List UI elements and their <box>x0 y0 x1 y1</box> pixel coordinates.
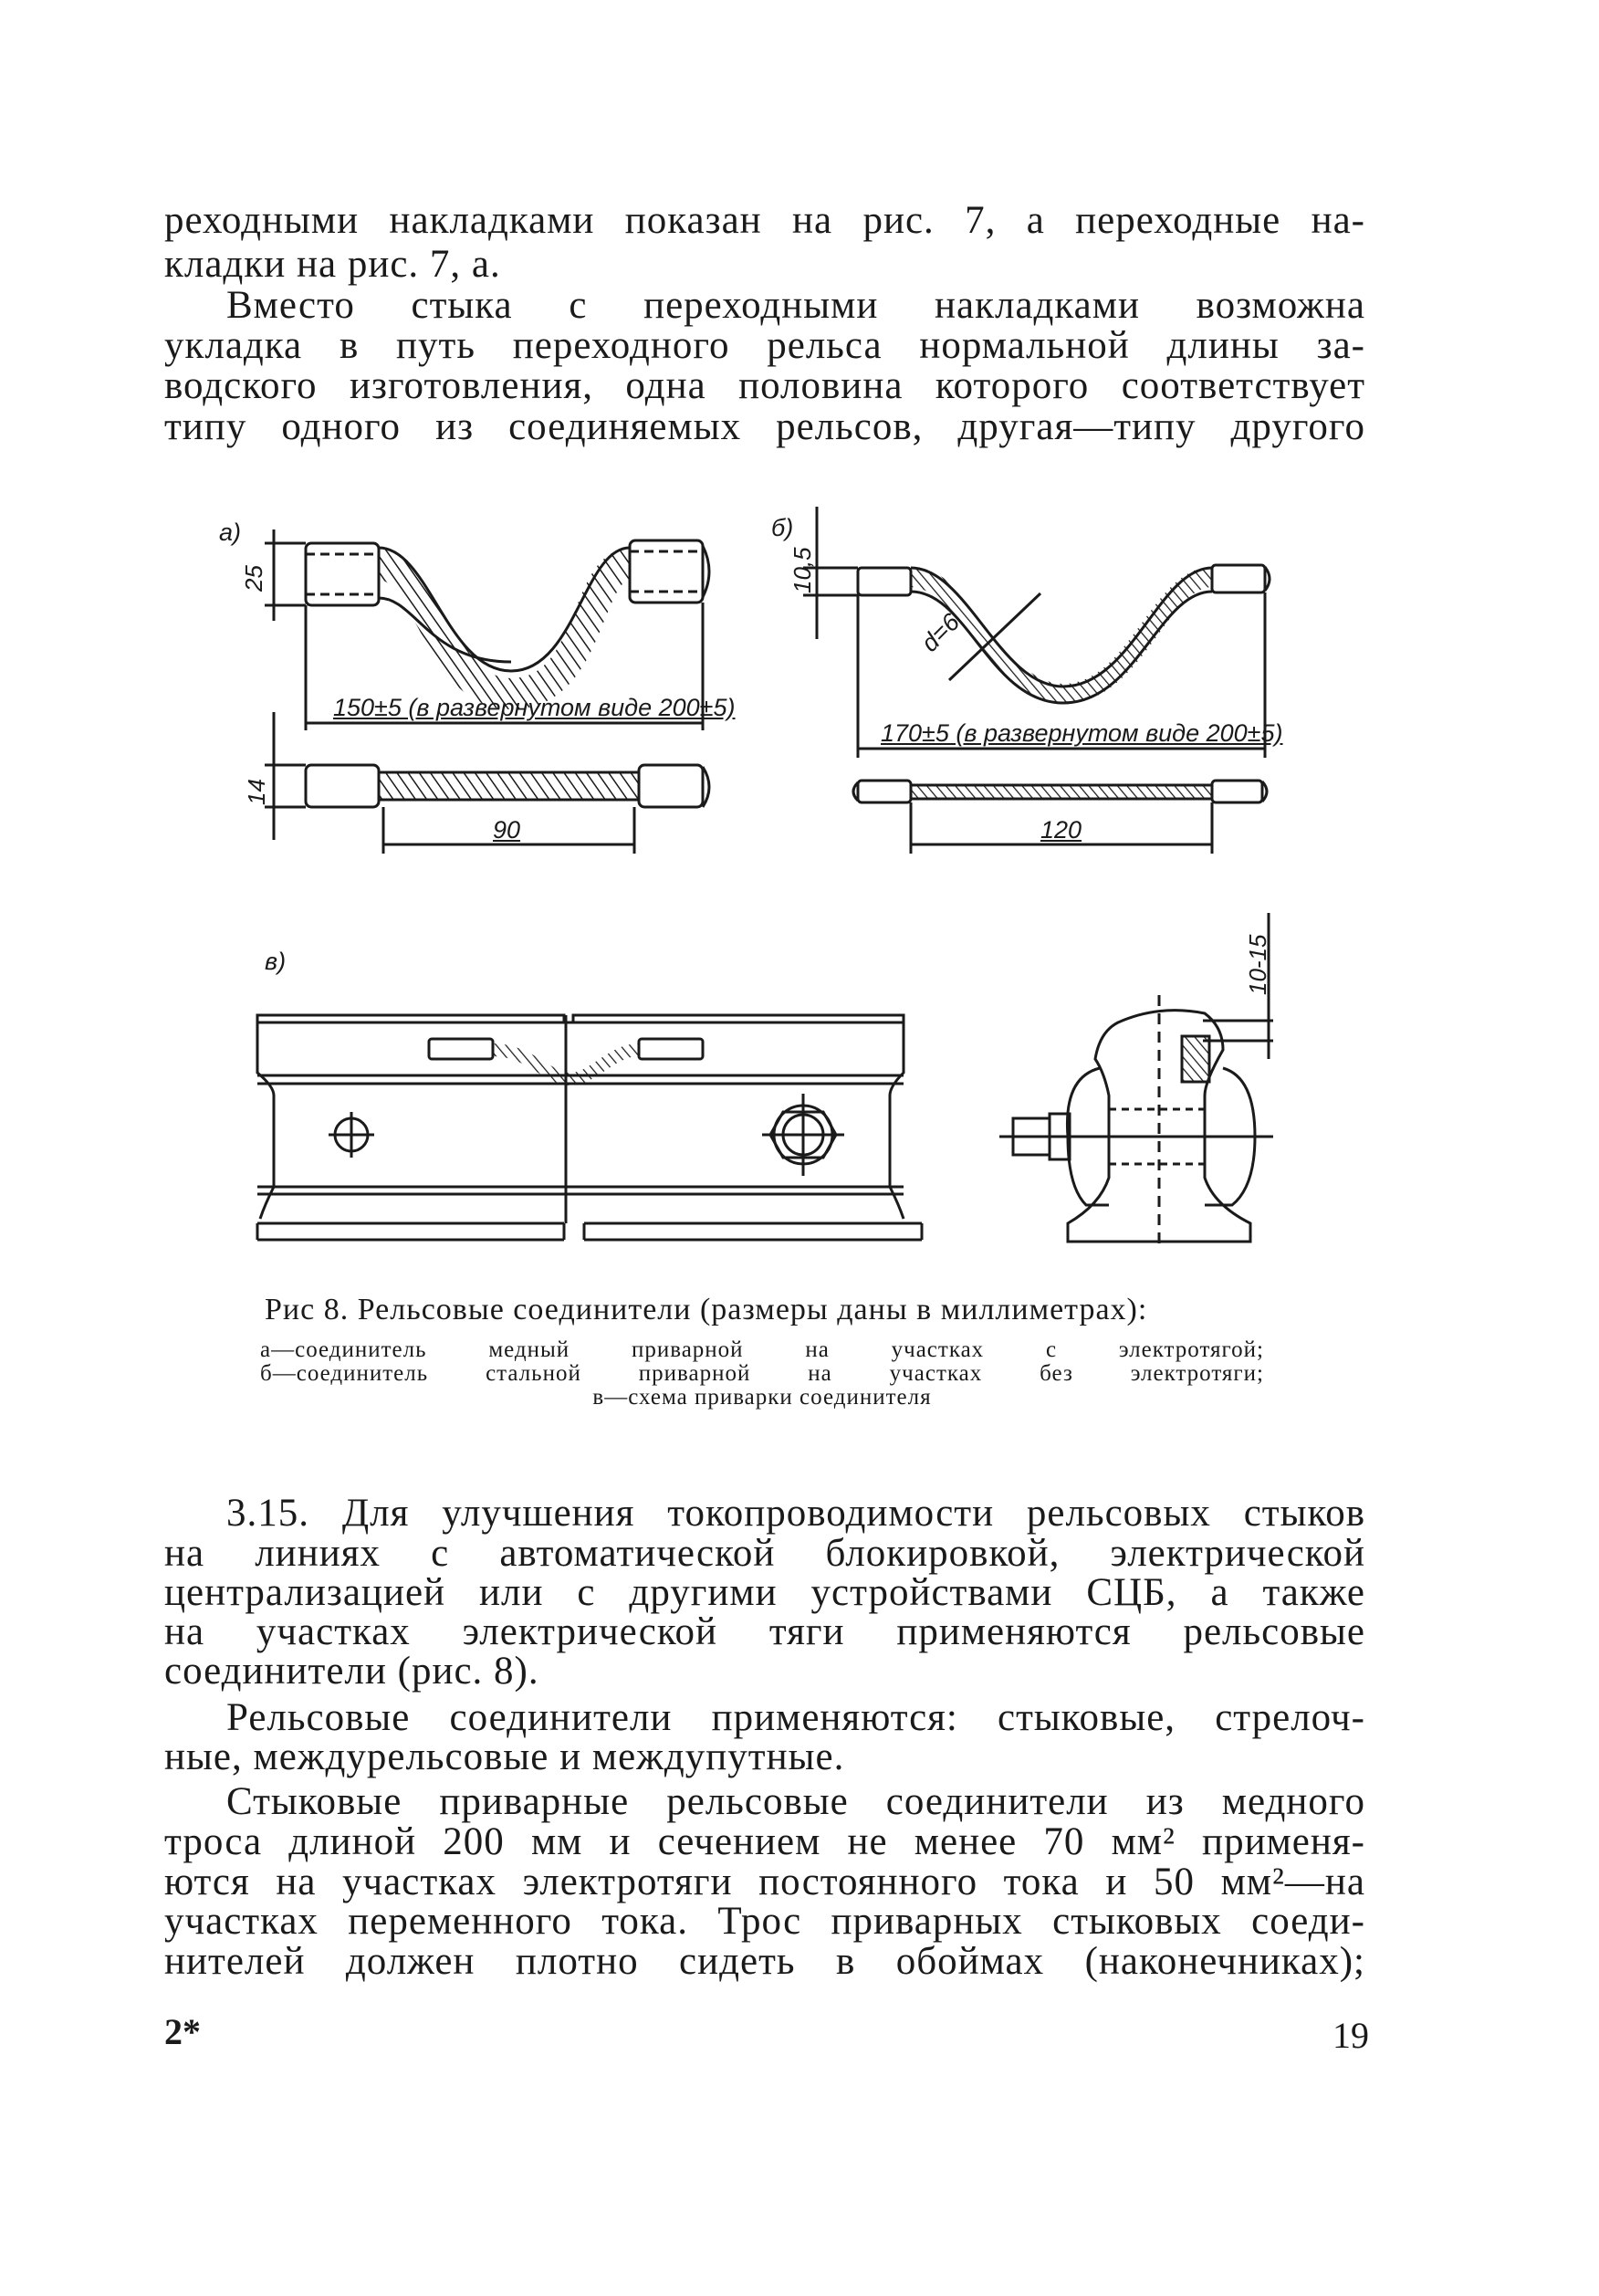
top-text-line-4: укладка в путь переходного рельса нормальной длины за- <box>164 324 1365 367</box>
body-line-4: на участках электрической тяги применяются рельсовые <box>164 1610 1365 1653</box>
body-line-5: соединители (рис. 8). <box>164 1650 539 1693</box>
body-line-6: Рельсовые соединители применяются: стыковые, стрелоч- <box>226 1696 1365 1739</box>
body-line-9: троса длиной 200 мм и сечением не менее 70 мм² применя- <box>164 1820 1365 1863</box>
rail-cross-section <box>999 913 1273 1251</box>
dim-a-bottom-length: 90 <box>493 816 521 844</box>
signature-mark: 2* <box>164 2011 201 2052</box>
page-number: 19 <box>1332 2015 1369 2056</box>
dim-b-diameter: d=6 <box>915 608 966 657</box>
dim-a-length: 150±5 (в развернутом виде 200±5) <box>333 694 736 721</box>
figure-caption-a: а—соединитель медный приварной на участках с электротягой; <box>260 1337 1264 1362</box>
body-line-12: нителей должен плотно сидеть в обоймах (наконечниках); <box>164 1940 1365 1983</box>
label-b: б) <box>771 514 794 541</box>
label-a: а) <box>219 519 242 546</box>
dim-b-length: 170±5 (в развернутом виде 200±5) <box>881 719 1283 747</box>
figure-caption-title: Рис 8. Рельсовые соединители (размеры даны в миллиметрах): <box>265 1293 1148 1326</box>
top-text-line-6: типу одного из соединяемых рельсов, другая—типу другого <box>164 405 1365 448</box>
label-v: в) <box>265 948 287 975</box>
dim-a-thickness: 14 <box>243 779 270 805</box>
top-text-line-1: реходными накладками показан на рис. 7, а переходные на- <box>164 199 1365 242</box>
body-line-1: 3.15. Для улучшения токопроводимости рельсовых стыков <box>226 1492 1365 1535</box>
dim-b-bottom-length: 120 <box>1040 816 1082 844</box>
dim-v-offset: 10-15 <box>1244 934 1271 995</box>
top-text-line-2: кладки на рис. 7, а. <box>164 243 501 286</box>
figure-caption-v: в—схема приварки соединителя <box>592 1385 932 1410</box>
figure-caption-b: б—соединитель стальной приварной на участках без электротяги; <box>260 1361 1264 1386</box>
top-text-line-3: Вместо стыка с переходными накладками возможна <box>226 284 1365 327</box>
body-line-11: участках переменного тока. Трос приварных стыковых соеди- <box>164 1900 1365 1943</box>
body-line-10: ются на участках электротяги постоянного тока и 50 мм²—на <box>164 1861 1365 1903</box>
body-line-3: централизацией или с другими устройствами СЦБ, а также <box>164 1571 1365 1614</box>
dim-b-height: 10,5 <box>789 547 816 593</box>
top-text-line-5: водского изготовления, одна половина которого соответствует <box>164 364 1365 407</box>
rail-joint-side-view <box>257 1015 922 1240</box>
body-line-7: ные, междурельсовые и междупутные. <box>164 1735 845 1778</box>
connector-a-side-view <box>265 712 709 854</box>
body-line-2: на линиях с автоматической блокировкой, электрической <box>164 1532 1365 1575</box>
dim-a-height: 25 <box>240 565 267 592</box>
body-line-8: Стыковые приварные рельсовые соединители из медного <box>226 1780 1365 1823</box>
